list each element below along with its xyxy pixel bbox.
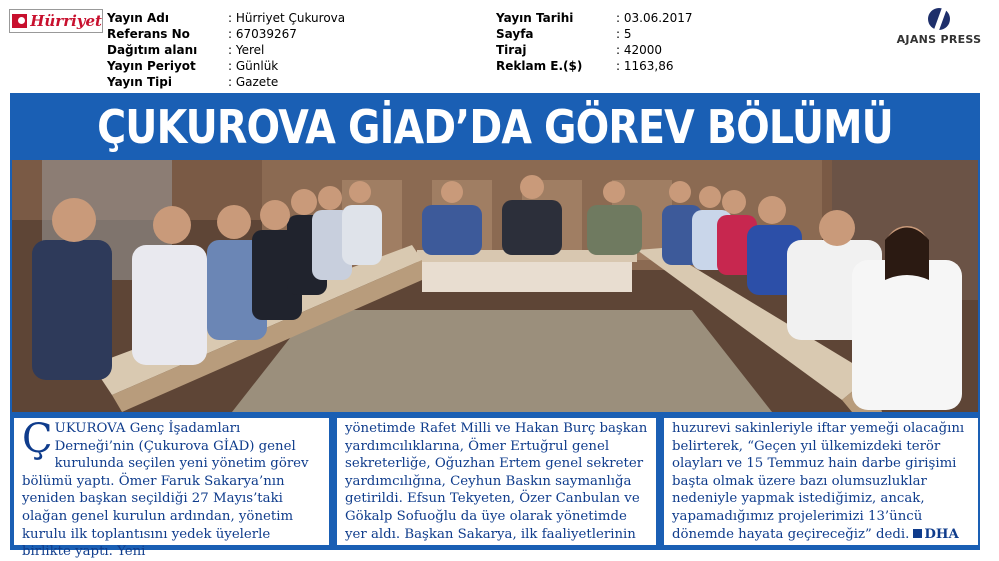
meta-value: : Hürriyet Çukurova: [228, 11, 346, 25]
meeting-photo-illustration: [12, 160, 978, 412]
article-column-1: [14, 416, 329, 560]
meta-label: Referans No: [107, 27, 190, 41]
meta-label: Yayın Tipi: [107, 75, 172, 89]
hurriyet-logo: [9, 9, 103, 33]
meta-value: : Yerel: [228, 43, 265, 57]
article-column-3: [664, 418, 978, 545]
column-2-text: yönetimde Rafet Milli ve Hakan Burç başkan yardımcılıklarına, Ömer Ertuğrul genel sekreterliğe, Oğuzhan Ertem genel sekreter yardımcılığına, Ceyhun Baskın saymanlığa getirildi. Efsun Tekyeten, Özer Canbulan ve Gökalp Sofuoğlu da üye olarak yönetimde yer aldı. Başkan Sakarya, ilk faaliyetlerinin: [345, 421, 648, 542]
meta-value: : 1163,86: [616, 59, 674, 73]
flag-icon: [12, 14, 27, 28]
meta-value: : Gazete: [228, 75, 279, 89]
news-agency-credit: DHA: [924, 526, 959, 542]
square-icon: [913, 529, 922, 538]
article-column-2: [337, 418, 656, 545]
meta-value: : 03.06.2017: [616, 11, 693, 25]
ajans-press-logo: [886, 8, 992, 50]
agency-name: AJANS PRESS: [896, 33, 982, 46]
meta-label: Yayın Adı: [107, 11, 169, 25]
meta-value: : 42000: [616, 43, 663, 57]
meta-label: Sayfa: [496, 27, 534, 41]
meta-value: : 67039267: [228, 27, 297, 41]
meta-label: Reklam E.($): [496, 59, 583, 73]
meeting-photo: [12, 160, 978, 412]
meta-label: Yayın Tarihi: [496, 11, 574, 25]
meta-label: Yayın Periyot: [107, 59, 196, 73]
meta-value: : 5: [616, 27, 632, 41]
logo-text: Hürriyet: [30, 12, 102, 30]
headline: ÇUKUROVA GİAD’DA GÖREV BÖLÜMÜ: [97, 100, 893, 154]
ajans-press-icon: [928, 8, 950, 30]
column-1-text: UKUROVA Genç İşadamları Derneği’nin (Çukurova GİAD) genel kurulunda seçilen yeni yönetim görev bölümü yaptı. Ömer Faruk Sakarya’nın yeniden başkan seçildiği 27 Mayıs’taki olağan genel kurulun ardından, yönetim kurulu ilk toplantısını yedek üyelerle birlikte yaptı. Yeni: [22, 421, 309, 560]
meta-label: Dağıtım alanı: [107, 43, 198, 57]
meta-label: Tiraj: [496, 43, 527, 57]
column-3-text: huzurevi sakinleriyle iftar yemeği olacağını belirterek, “Geçen yıl ülkemizdeki terör olayları ve 15 Temmuz hain darbe girişimi başta olmak üzere bazı olumsuzluklar nedeniyle yapmak istediğimiz, ancak, yapamadığımız projelerimizi 13’üncü dönemde hayata geçireceğiz” dedi.: [672, 421, 965, 542]
meta-value: : Günlük: [228, 59, 279, 73]
drop-cap: Ç: [22, 416, 53, 462]
